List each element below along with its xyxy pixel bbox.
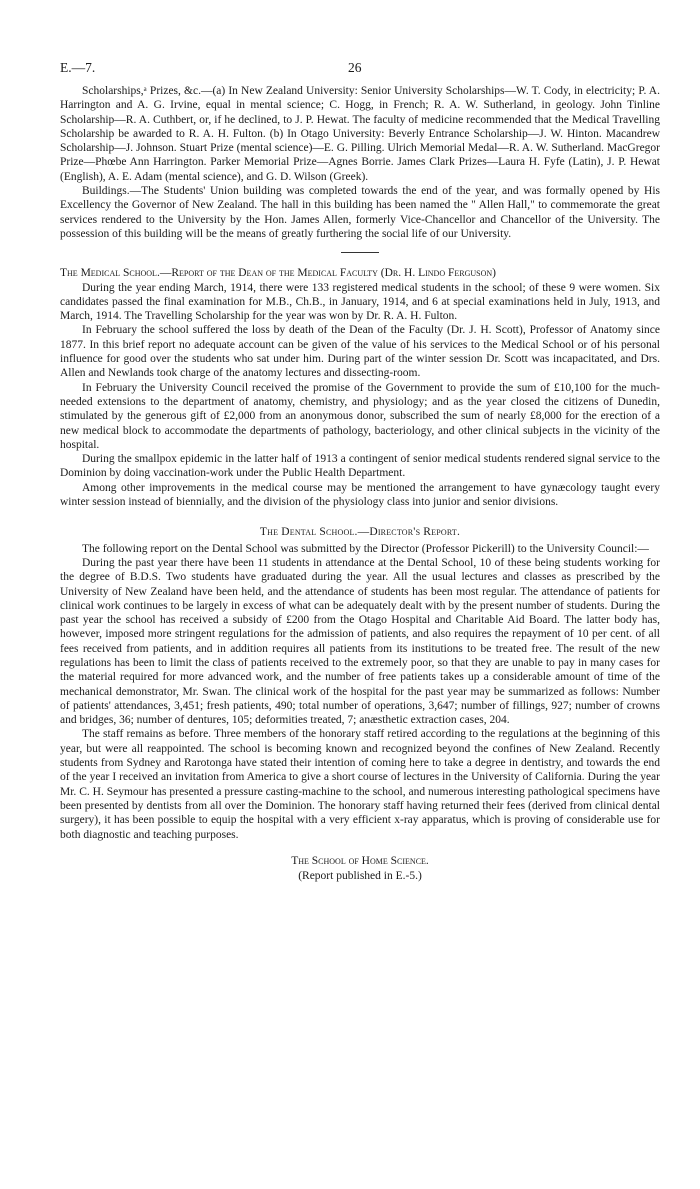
document-body <box>60 84 660 884</box>
section-divider <box>341 252 379 253</box>
home-science-block <box>60 854 660 884</box>
scholarships-paragraph: Scholarships,ᵃ Prizes, &c.—(a) In New Zealand University: Senior University Scholarships—W. T. Cody, in electricity; P. A. Harrington and A. G. Irvine, equal in mental science; C. Hogg, in French; R. A. W. Sutherland, in geology. John Tinline Scholarship—R. A. Cuthbert, or, if he declined, to J. P. Hewat. The faculty of medicine recommended that the Medical Travelling Scholarship be awarded to R. A. H. Fulton. (b) In Otago University: Beverly Entrance Scholarship—J. W. Hinton. Macandrew Scholarship—J. Johnson. Stuart Prize (mental science)—E. G. Pilling. Ulrich Memorial Medal—R. A. W. Sutherland. MacGregor Prize—Phœbe Ann Harrington. Parker Memorial Prize—Agnes Borrie. James Clark Prizes—Laura H. Fyfe (Latin), J. P. Hewat (English), A. E. Adam (mental science), and G. D. Wilson (Greek). <box>60 85 660 183</box>
medical-paragraph-5: Among other improvements in the medical course may be mentioned the arrangement to have gynæcology taught every winter session instead of biennially, and the division of the physiology class into junior and senior divisions. <box>60 481 660 509</box>
dental-paragraph-1: The following report on the Dental School was submitted by the Director (Professor Pickerill) to the University Council:— <box>82 542 649 555</box>
page-header <box>60 52 660 74</box>
buildings-paragraph: Buildings.—The Students' Union building was completed towards the end of the year, and was formally opened by His Excellency the Governor of New Zealand. The hall in this building has been named the " Allen Hall," to commemorate the great services rendered to the University by the Hon. James Allen, formerly Vice-Chancellor and Chancellor of the University. The possession of this building will be the means of greatly furthering the social life of our University. <box>60 185 660 240</box>
medical-paragraph-4: During the smallpox epidemic in the latter half of 1913 a contingent of senior medical students rendered signal service to the Dominion by doing vaccination-work under the Public Health Department. <box>60 453 660 480</box>
dental-paragraph-2: During the past year there have been 11 students in attendance at the Dental School, 10 of these being students working for the degree of B.D.S. Two students have graduated during the year. All the usual lectures and classes as prescribed by the University of New Zealand have been held, and the attendance of students has been most regular. The attendance of patients for clinical work continues to be largely in excess of what can be adequately dealt with by the present number of students. During the past year the school has received a subsidy of £200 from the Otago Hospital and Charitable Aid Board. The latter body has, however, imposed more stringent regulations for the admission of patients, and also requires the repayment of 10 per cent. of all fees received from patients, and in addition requires all patients from its institutions to be treated free. The result of the new regulations has been to limit the class of patients received to the extremely poor, so that they are unable to pay in many cases for the material required for more advanced work, and the number of free patients takes up a considerable amount of time of the mechanical demonstrator, Mr. Swan. The clinical work of the hospital for the past year may be summarized as follows: Number of patients' attendances, 3,451; fresh patients, 490; total number of operations, 3,647; number of fillings, 927; number of crowns and bridges, 36; number of dentures, 105; deformities treated, 7; anæsthetic extraction cases, 204. <box>60 556 660 727</box>
report-reference: E.—7. <box>60 60 96 75</box>
page-number: 26 <box>348 60 362 75</box>
medical-paragraph-2: In February the school suffered the loss by death of the Dean of the Faculty (Dr. J. H. Scott), Professor of Anatomy since 1877. In this brief report no adequate account can be given of the value of his services to the Medical School or of his personal influence for good over the students who sat under him. During part of the winter session Dr. Scott was incapacitated, and Drs. Allen and Newlands took charge of the anatomy lectures and dissecting-room. <box>60 324 660 380</box>
medical-paragraph-1: During the year ending March, 1914, there were 133 registered medical students in the school; of these 9 were women. Six candidates passed the final examination for M.B., Ch.B., in January, 1914, and 6 at special examinations held in July, 1913, and March, 1914. The Travelling Scholarship for the year was won by Dr. R. A. H. Fulton. <box>60 281 660 323</box>
dental-paragraph-3: The staff remains as before. Three members of the honorary staff retired according to the regulations at the beginning of this year, but were all reappointed. The school is becoming known and recognized beyond the confines of New Zealand. Recently students from Sydney and Rarotonga have stated their intention of coming here to take a degree in dentistry, and towards the end of the year I received an invitation from America to give a short course of lectures in the University of California. During the year Mr. C. H. Seymour has presented a pressure casting-machine to the school, and numerous interesting pathological specimens have been presented by dentists from all over the Dominion. The honorary staff having returned their fees (derived from clinical dental surgery), it has been possible to equip the hospital with a very efficient x-ray apparatus, which is proving of considerable use for both diagnostic and teaching purposes. <box>60 728 660 841</box>
dental-school-heading: The Dental School.—Director's Report. <box>259 526 461 539</box>
medical-paragraph-3: In February the University Council received the promise of the Government to provide the sum of £10,100 for the much-needed extensions to the department of anatomy, chemistry, and physiology; and as the year closed the citizens of Dunedin, stimulated by the generous gift of £2,000 from an anonymous donor, subscribed the sum of nearly £8,000 for the erection of a new medical block to accommodate the departments of pathology, bacteriology, and other clinical subjects in the vicinity of the hospital. <box>60 381 660 451</box>
home-science-heading: The School of Home Science. <box>291 854 429 867</box>
medical-school-heading: The Medical School.—Report of the Dean of the Medical Faculty (Dr. H. Lindo Ferguson) <box>60 267 496 280</box>
home-science-note: (Report published in E.-5.) <box>298 869 422 882</box>
